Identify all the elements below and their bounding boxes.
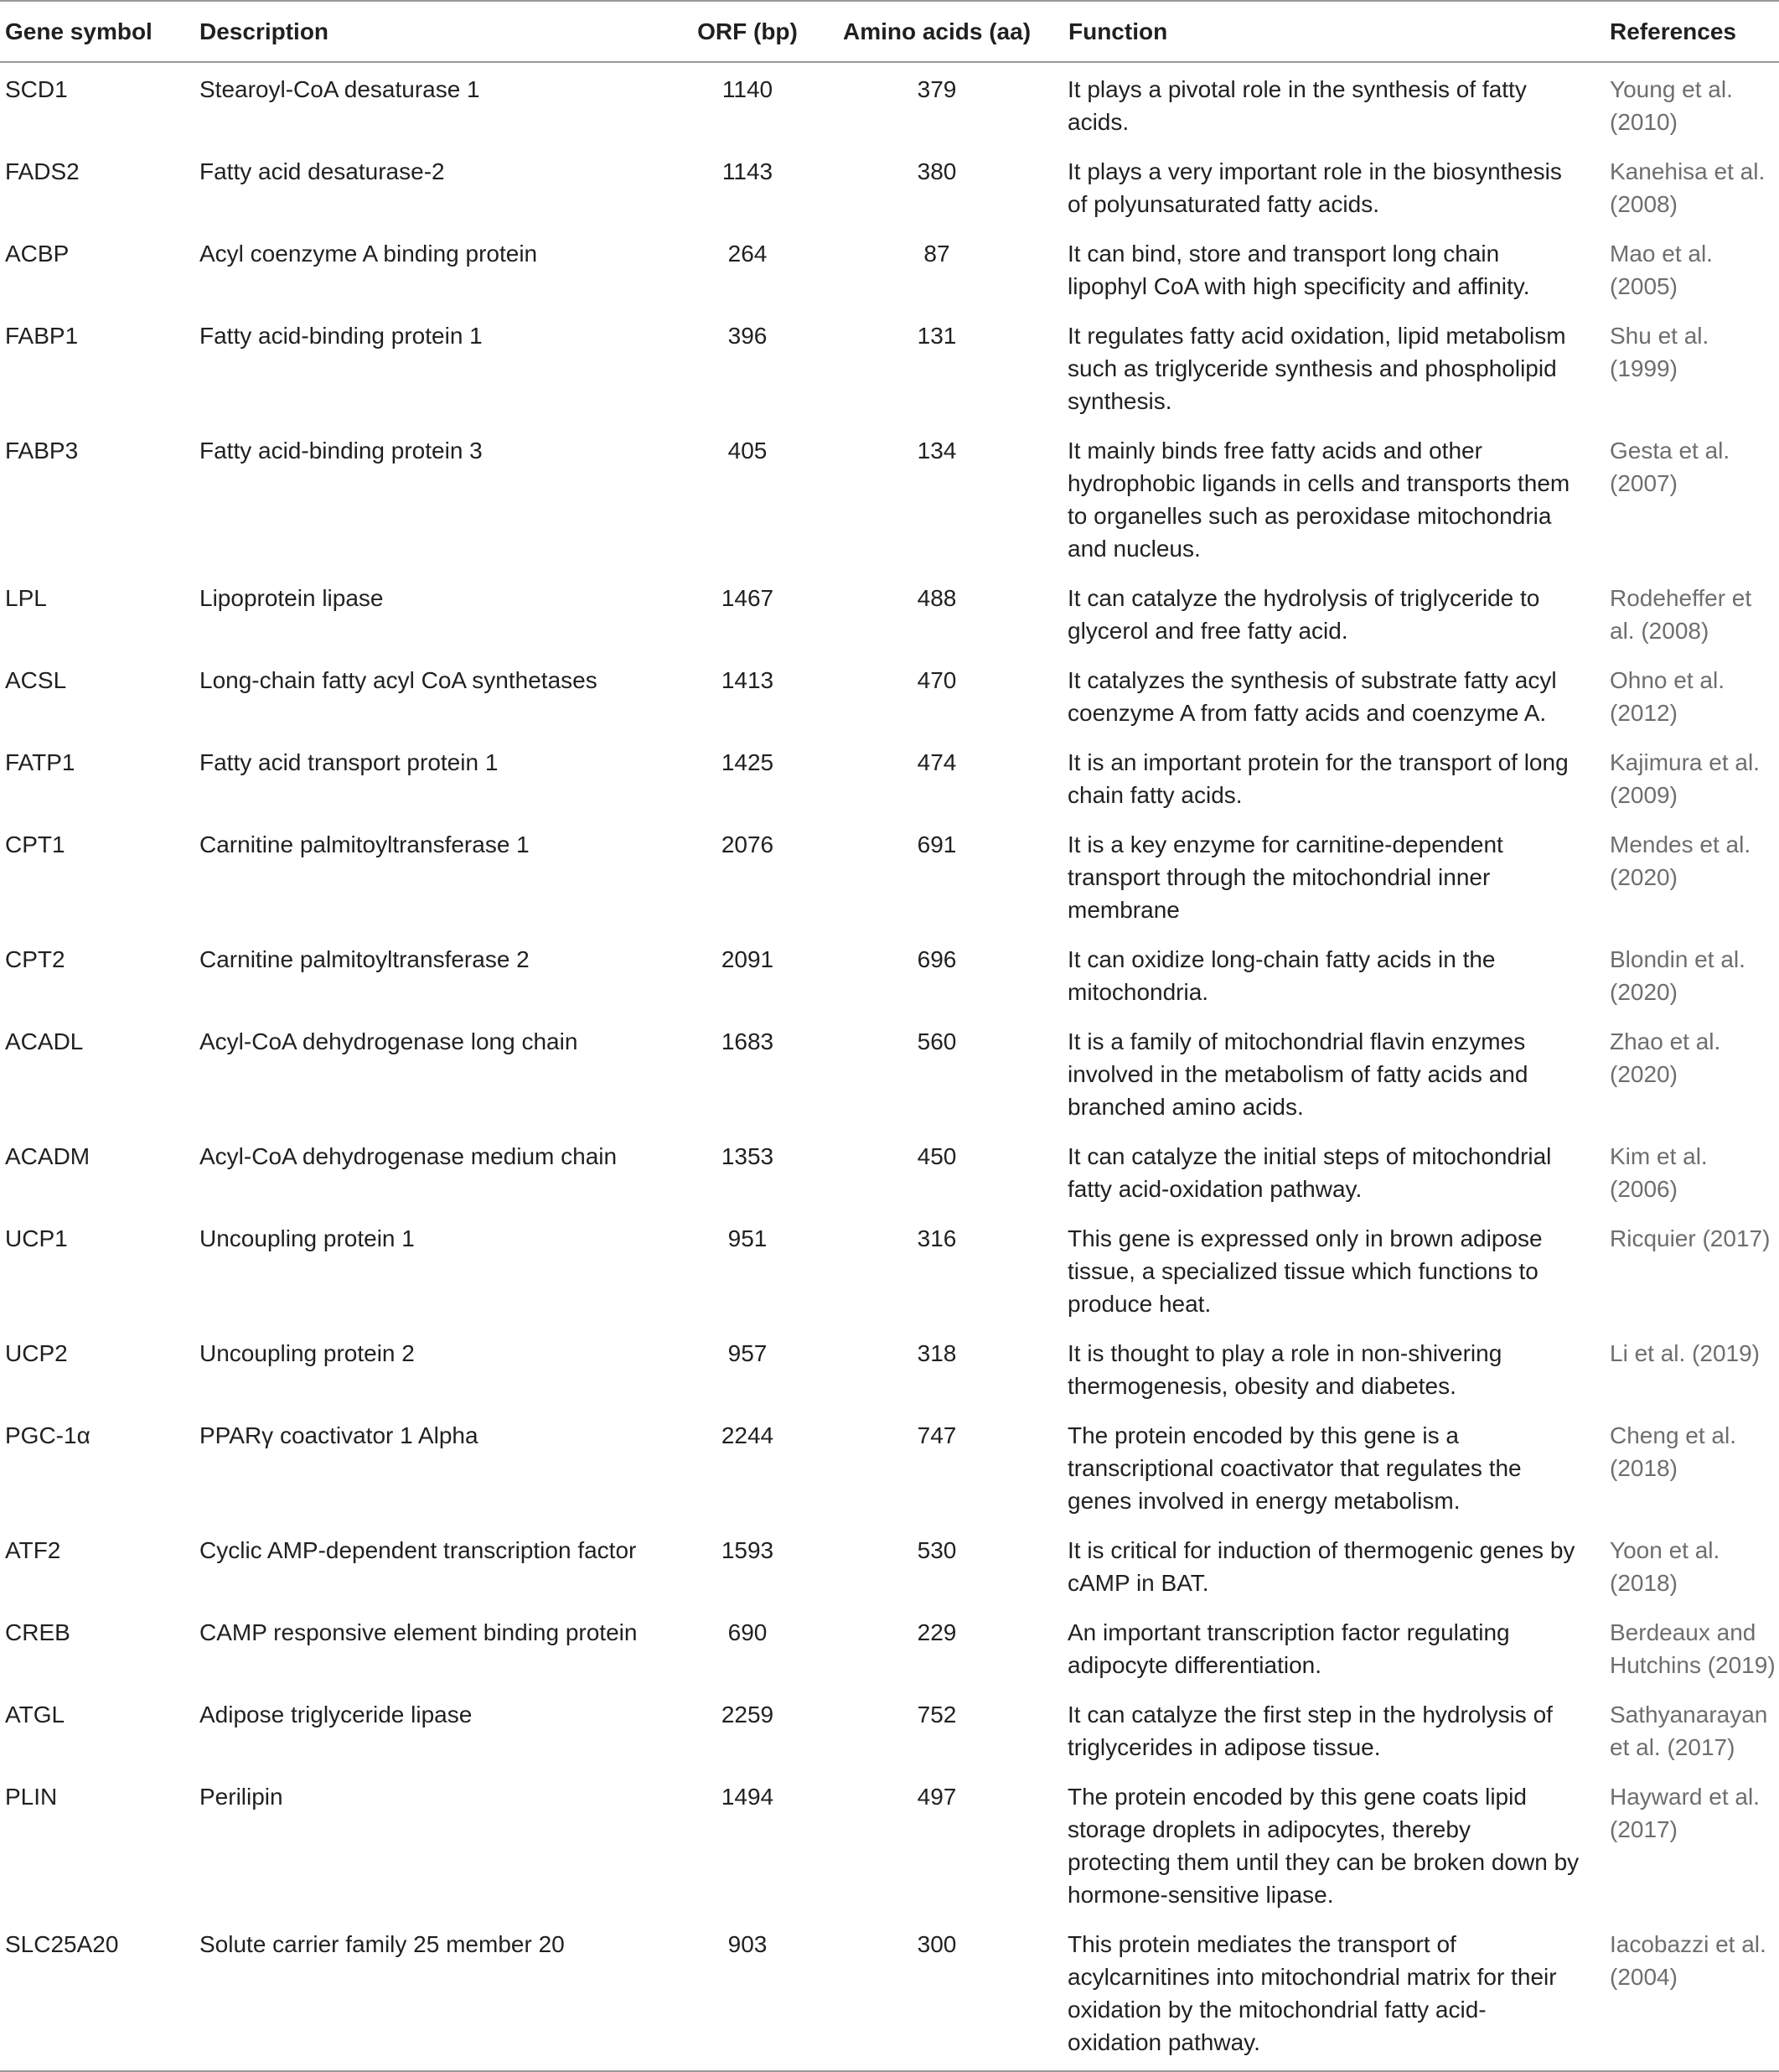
cell-references: Li et al. (2019) <box>1610 1340 1760 1366</box>
cell-function: It can bind, store and transport long chain lipophyl CoA with high specificity and affinity. <box>1068 241 1530 299</box>
cell-references: Kajimura et al. (2009) <box>1610 749 1760 808</box>
cell-amino-acids: 87 <box>923 241 950 267</box>
table-row <box>0 1409 1779 1524</box>
cell-references: Rodeheffer et al. (2008) <box>1610 585 1752 644</box>
cell-amino-acids: 229 <box>917 1619 957 1645</box>
cell-gene-symbol: FABP1 <box>5 323 79 349</box>
cell-references: Sathyanarayan et al. (2017) <box>1610 1702 1768 1760</box>
table-row <box>0 1524 1779 1606</box>
cell-function: It can catalyze the initial steps of mitochondrial fatty acid-oxidation pathway. <box>1068 1143 1552 1202</box>
cell-function: It can catalyze the first step in the hydrolysis of triglycerides in adipose tissue. <box>1068 1702 1553 1760</box>
cell-references: Young et al. (2010) <box>1610 76 1733 135</box>
cell-description: Fatty acid-binding protein 1 <box>199 323 483 349</box>
cell-function: This protein mediates the transport of acylcarnitines into mitochondrial matrix for their oxidation by the mitochondrial fatty acid-oxidation pathway. <box>1068 1931 1557 2055</box>
cell-gene-symbol: ACADL <box>5 1028 84 1054</box>
cell-function: The protein encoded by this gene is a transcriptional coactivator that regulates the genes involved in energy metabolism. <box>1068 1422 1522 1514</box>
cell-function: It is a family of mitochondrial flavin enzymes involved in the metabolism of fatty acids and branched amino acids. <box>1068 1028 1528 1120</box>
cell-function: It is an important protein for the transport of long chain fatty acids. <box>1068 749 1569 808</box>
cell-function: An important transcription factor regulating adipocyte differentiation. <box>1068 1619 1510 1678</box>
cell-function: This gene is expressed only in brown adipose tissue, a specialized tissue which functions to produce heat. <box>1068 1225 1543 1317</box>
cell-references: Mendes et al. (2020) <box>1610 831 1751 890</box>
cell-function: It is critical for induction of thermogenic genes by cAMP in BAT. <box>1068 1537 1575 1596</box>
cell-function: It is a key enzyme for carnitine-dependent transport through the mitochondrial inner membrane <box>1068 831 1503 923</box>
cell-amino-acids: 131 <box>917 323 957 349</box>
cell-description: Solute carrier family 25 member 20 <box>199 1931 565 1957</box>
cell-description: Uncoupling protein 1 <box>199 1225 415 1251</box>
cell-amino-acids: 379 <box>917 76 957 102</box>
cell-description: Fatty acid desaturase-2 <box>199 158 445 184</box>
cell-gene-symbol: UCP2 <box>5 1340 68 1366</box>
cell-gene-symbol: PLIN <box>5 1784 58 1810</box>
cell-orf: 2091 <box>721 946 774 972</box>
cell-gene-symbol: ATGL <box>5 1702 65 1728</box>
cell-orf: 2244 <box>721 1422 774 1448</box>
cell-gene-symbol: FADS2 <box>5 158 80 184</box>
cell-amino-acids: 474 <box>917 749 957 775</box>
cell-function: It plays a pivotal role in the synthesis of fatty acids. <box>1068 76 1527 135</box>
cell-orf: 1683 <box>721 1028 774 1054</box>
table-row <box>0 1130 1779 1212</box>
cell-orf: 1413 <box>721 667 774 693</box>
cell-references: Hayward et al. (2017) <box>1610 1784 1760 1842</box>
cell-amino-acids: 560 <box>917 1028 957 1054</box>
cell-orf: 1494 <box>721 1784 774 1810</box>
cell-gene-symbol: ATF2 <box>5 1537 61 1563</box>
cell-description: Acyl-CoA dehydrogenase medium chain <box>199 1143 618 1169</box>
cell-references: Berdeaux and Hutchins (2019) <box>1610 1619 1776 1678</box>
cell-description: Acyl coenzyme A binding protein <box>199 241 538 267</box>
table-row <box>0 1327 1779 1409</box>
cell-amino-acids: 316 <box>917 1225 957 1251</box>
cell-references: Iacobazzi et al. (2004) <box>1610 1931 1766 1990</box>
table-body <box>0 62 1779 2071</box>
cell-references: Ohno et al. (2012) <box>1610 667 1725 726</box>
cell-amino-acids: 300 <box>917 1931 957 1957</box>
header-amino-acids: Amino acids (aa) <box>842 18 1032 44</box>
table-row <box>0 145 1779 227</box>
cell-gene-symbol: ACSL <box>5 667 67 693</box>
cell-amino-acids: 488 <box>917 585 957 611</box>
cell-gene-symbol: FATP1 <box>5 749 75 775</box>
cell-description: Fatty acid-binding protein 3 <box>199 438 483 464</box>
header-references: References <box>1610 18 1736 44</box>
cell-orf: 264 <box>727 241 768 267</box>
cell-orf: 1140 <box>721 76 773 102</box>
cell-references: Mao et al. (2005) <box>1610 241 1713 299</box>
cell-orf: 690 <box>727 1619 768 1645</box>
cell-references: Ricquier (2017) <box>1610 1225 1771 1251</box>
cell-description: Carnitine palmitoyltransferase 1 <box>199 831 530 857</box>
cell-orf: 1425 <box>721 749 774 775</box>
table-row <box>0 572 1779 654</box>
cell-gene-symbol: CPT2 <box>5 946 65 972</box>
cell-references: Gesta et al. (2007) <box>1610 438 1730 496</box>
cell-gene-symbol: UCP1 <box>5 1225 68 1251</box>
table-header <box>0 1 1779 62</box>
cell-orf: 1593 <box>721 1537 774 1563</box>
cell-description: Uncoupling protein 2 <box>199 1340 415 1366</box>
cell-amino-acids: 696 <box>917 946 957 972</box>
cell-references: Blondin et al. (2020) <box>1610 946 1745 1005</box>
cell-description: Carnitine palmitoyltransferase 2 <box>199 946 530 972</box>
cell-amino-acids: 450 <box>917 1143 957 1169</box>
cell-orf: 1353 <box>721 1143 774 1169</box>
cell-amino-acids: 691 <box>917 831 957 857</box>
cell-orf: 2076 <box>721 831 774 857</box>
cell-gene-symbol: ACADM <box>5 1143 91 1169</box>
cell-description: CAMP responsive element binding protein <box>199 1619 638 1645</box>
header-description: Description <box>199 18 329 44</box>
cell-description: Stearoyl-CoA desaturase 1 <box>199 76 480 102</box>
table-row <box>0 1606 1779 1688</box>
cell-orf: 2259 <box>721 1702 774 1728</box>
cell-references: Kanehisa et al. (2008) <box>1610 158 1766 217</box>
cell-description: Long-chain fatty acyl CoA synthetases <box>199 667 597 693</box>
cell-function: It plays a very important role in the biosynthesis of polyunsaturated fatty acids. <box>1068 158 1562 217</box>
header-row <box>0 1 1779 62</box>
cell-orf: 405 <box>727 438 768 464</box>
cell-gene-symbol: SLC25A20 <box>5 1931 119 1957</box>
cell-description: PPARγ coactivator 1 Alpha <box>199 1422 478 1448</box>
cell-description: Perilipin <box>199 1784 283 1810</box>
cell-function: The protein encoded by this gene coats lipid storage droplets in adipocytes, thereby protecting them until they can be broken down by hormone-sensitive lipase. <box>1068 1784 1580 1908</box>
table-row <box>0 736 1779 818</box>
cell-gene-symbol: CREB <box>5 1619 70 1645</box>
cell-orf: 903 <box>727 1931 768 1957</box>
cell-function: It catalyzes the synthesis of substrate fatty acyl coenzyme A from fatty acids and coenzyme A. <box>1068 667 1557 726</box>
header-gene-symbol: Gene symbol <box>5 18 153 44</box>
table-row <box>0 1918 1779 2071</box>
cell-orf: 957 <box>727 1340 768 1366</box>
table-row <box>0 818 1779 933</box>
cell-amino-acids: 380 <box>917 158 957 184</box>
table-row <box>0 62 1779 145</box>
table-row <box>0 1770 1779 1918</box>
cell-amino-acids: 747 <box>917 1422 957 1448</box>
cell-function: It can oxidize long-chain fatty acids in the mitochondria. <box>1068 946 1496 1005</box>
table-row <box>0 227 1779 309</box>
cell-description: Acyl-CoA dehydrogenase long chain <box>199 1028 578 1054</box>
cell-amino-acids: 752 <box>917 1702 957 1728</box>
cell-amino-acids: 470 <box>917 667 957 693</box>
cell-references: Kim et al. (2006) <box>1610 1143 1708 1202</box>
cell-function: It mainly binds free fatty acids and other hydrophobic ligands in cells and transports them to organelles such as peroxidase mitochondria and nucleus. <box>1068 438 1570 562</box>
cell-function: It is thought to play a role in non-shivering thermogenesis, obesity and diabetes. <box>1068 1340 1502 1399</box>
cell-description: Lipoprotein lipase <box>199 585 384 611</box>
table-row <box>0 424 1779 572</box>
cell-amino-acids: 530 <box>917 1537 957 1563</box>
cell-amino-acids: 134 <box>917 438 957 464</box>
table-row <box>0 1688 1779 1770</box>
cell-description: Adipose triglyceride lipase <box>199 1702 473 1728</box>
cell-gene-symbol: CPT1 <box>5 831 65 857</box>
cell-orf: 951 <box>727 1225 768 1251</box>
cell-function: It regulates fatty acid oxidation, lipid metabolism such as triglyceride synthesis and phospholipid synthesis. <box>1068 323 1566 414</box>
cell-references: Yoon et al. (2018) <box>1610 1537 1720 1596</box>
cell-amino-acids: 497 <box>917 1784 957 1810</box>
table-row <box>0 654 1779 736</box>
table-row <box>0 309 1779 424</box>
table-row <box>0 1212 1779 1327</box>
cell-gene-symbol: SCD1 <box>5 76 68 102</box>
cell-orf: 396 <box>727 323 768 349</box>
header-orf: ORF (bp) <box>697 18 798 44</box>
cell-references: Shu et al. (1999) <box>1610 323 1709 381</box>
cell-function: It can catalyze the hydrolysis of triglyceride to glycerol and free fatty acid. <box>1068 585 1540 644</box>
cell-gene-symbol: FABP3 <box>5 438 79 464</box>
cell-description: Cyclic AMP-dependent transcription factor <box>199 1537 637 1563</box>
table-row <box>0 933 1779 1015</box>
cell-orf: 1143 <box>721 158 773 184</box>
cell-orf: 1467 <box>721 585 774 611</box>
cell-gene-symbol: LPL <box>5 585 47 611</box>
cell-amino-acids: 318 <box>917 1340 957 1366</box>
cell-gene-symbol: ACBP <box>5 241 70 267</box>
header-function: Function <box>1068 18 1168 44</box>
table-row <box>0 1015 1779 1130</box>
cell-references: Zhao et al. (2020) <box>1610 1028 1721 1087</box>
cell-gene-symbol: PGC-1α <box>5 1422 91 1448</box>
cell-description: Fatty acid transport protein 1 <box>199 749 499 775</box>
cell-references: Cheng et al. (2018) <box>1610 1422 1736 1481</box>
